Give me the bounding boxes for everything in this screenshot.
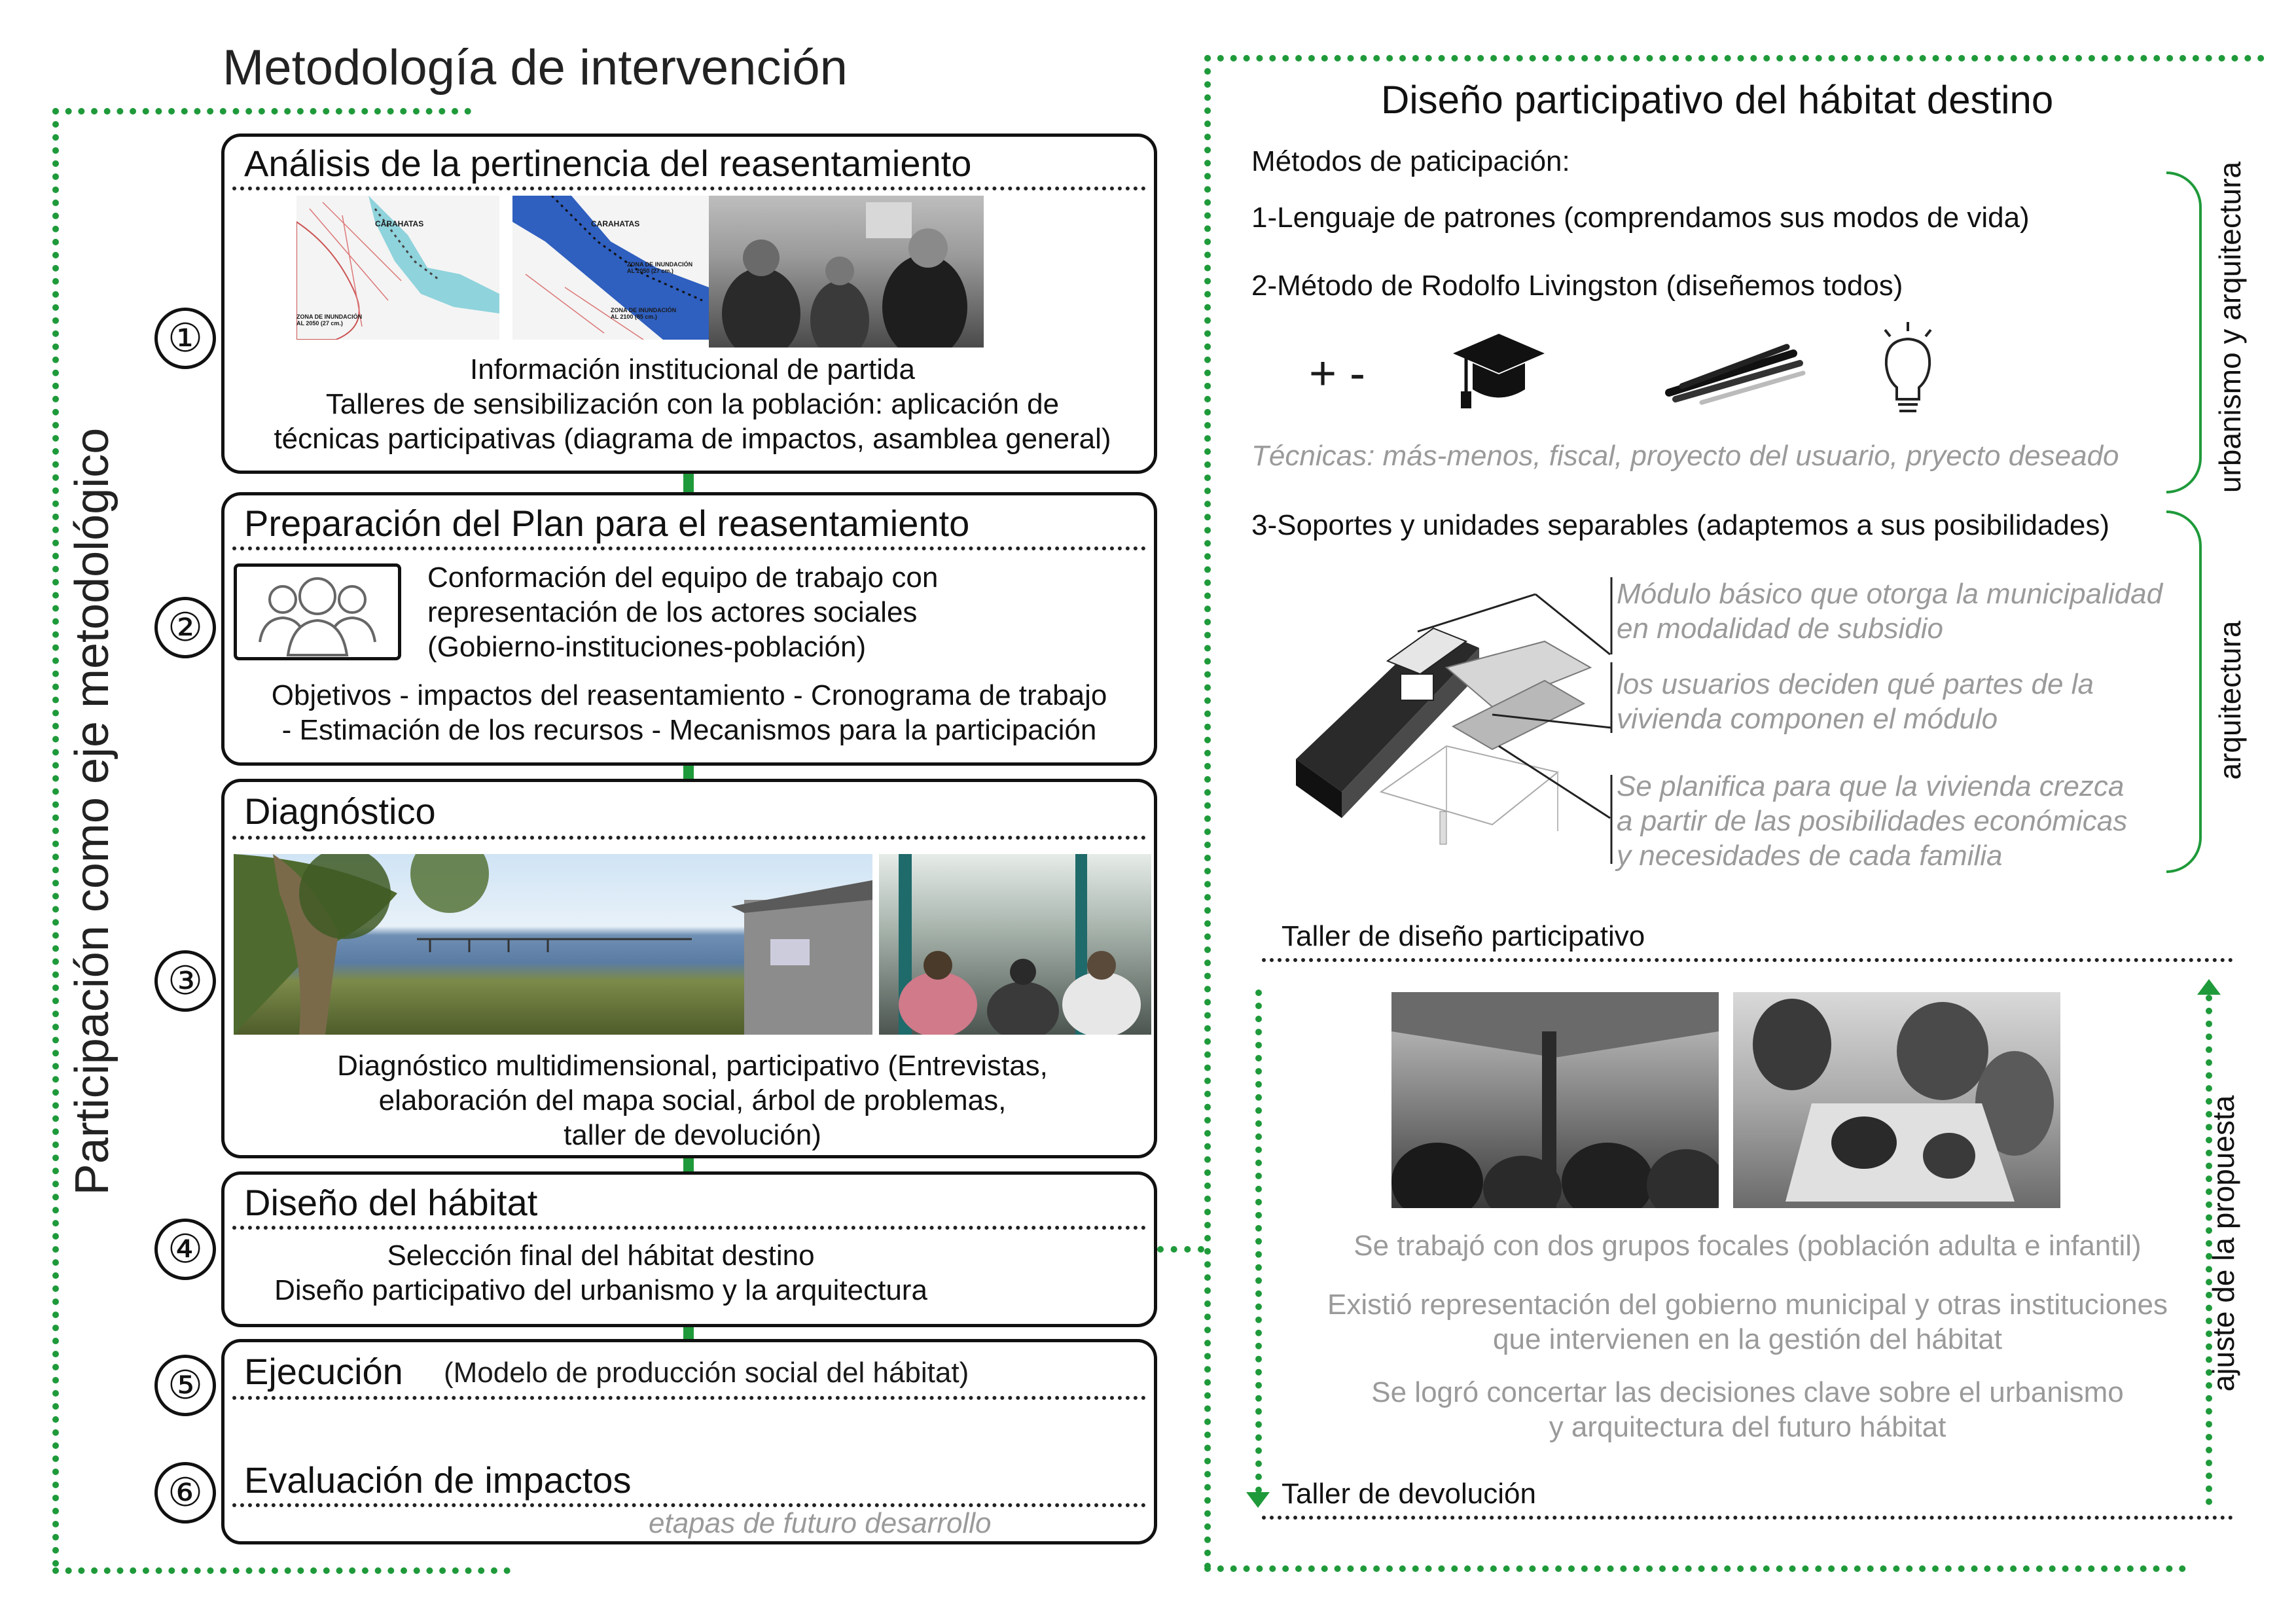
left-vertical-label: Participación como eje metodológico [66, 427, 118, 1196]
stage-2-title: Preparación del Plan para el reasentamiento [244, 503, 970, 544]
workshop-note-2-line-2: que intervienen en la gestión del hábitat [1493, 1323, 2002, 1355]
methods-label: Métodos de paticipación: [1251, 145, 1570, 177]
module-note-2-line-2: vivienda componen el módulo [1617, 702, 1998, 735]
module-note-3 [1617, 770, 2127, 873]
stage-number-4: ④ [154, 1219, 216, 1280]
bracket-2-label: arquitectura [2213, 620, 2247, 780]
stage-2-line-2: - Estimación de los recursos - Mecanismos para la participación [281, 713, 1097, 746]
stage-number-1: ① [154, 308, 216, 369]
stage-3-line-2: elaboración del mapa social, árbol de problemas, [378, 1084, 1007, 1116]
stage-1-line-3: técnicas participativas (diagrama de impactos, asamblea general) [274, 422, 1111, 455]
plus-minus-icon: + - [1309, 348, 1366, 400]
stage-4-line-2: Diseño participativo del urbanismo y la arquitectura [274, 1274, 927, 1306]
stage-3-line-3: taller de devolución) [564, 1118, 821, 1151]
stage-6-title: Evaluación de impactos [244, 1459, 632, 1501]
module-note-1 [1617, 577, 2162, 647]
stage-1-line-2: Talleres de sensibilización con la población: aplicación de [325, 387, 1060, 420]
stage-number-5: ⑤ [154, 1355, 216, 1416]
module-note-2-line-1: los usuarios deciden qué partes de la [1617, 668, 2094, 700]
workshop-note-2 [1262, 1288, 2233, 1357]
down-arrow-line [1255, 990, 1262, 1493]
page-title: Metodología de intervención [223, 40, 848, 96]
stage-4-line-1: Selección final del hábitat destino [387, 1240, 815, 1272]
return-workshop-separator [1262, 1516, 2233, 1520]
stage-number-2: ② [154, 597, 216, 658]
module-note-1-line-2: en modalidad de subsidio [1617, 612, 1944, 645]
stage-1-line-1: Información institucional de partida [470, 353, 915, 385]
photo-children-focus-group [1733, 992, 2060, 1208]
techniques-text: Técnicas: más-menos, fiscal, proyecto del usuario, pryecto deseado [1251, 440, 2119, 472]
photo-adult-focus-group [1391, 992, 1719, 1208]
bracket-1-label: urbanismo y arquitectura [2213, 161, 2247, 493]
stage-5-subtitle: (Modelo de producción social del hábitat) [444, 1357, 969, 1389]
workshop-note-3-line-2: y arquitectura del futuro hábitat [1549, 1410, 1946, 1443]
team-line-3: (Gobierno-instituciones-población) [427, 630, 867, 663]
return-workshop-label: Taller de devolución [1282, 1478, 1536, 1510]
stage-3-line-1: Diagnóstico multidimensional, participativo (Entrevistas, [337, 1050, 1048, 1082]
workshop-separator [1262, 958, 2233, 962]
method-3: 3-Soportes y unidades separables (adaptemos a sus posibilidades) [1251, 509, 2109, 541]
team-line-2: representación de los actores sociales [427, 596, 918, 628]
workshop-title: Taller de diseño participativo [1282, 920, 1645, 952]
method-2: 2-Método de Rodolfo Livingston (diseñemos todos) [1251, 270, 1903, 302]
stage-number-6: ⑥ [154, 1462, 216, 1524]
workshop-note-1-line-1: Se trabajó con dos grupos focales (población adulta e infantil) [1354, 1230, 2142, 1262]
module-note-3-line-3: y necesidades de cada familia [1617, 839, 2003, 872]
map-2-zone-a: ZONA DE INUNDACIÓN AL 2050 (27 cm.) [627, 261, 693, 274]
up-arrow-icon [2197, 979, 2221, 995]
team-line-1: Conformación del equipo de trabajo con [427, 562, 939, 594]
workshop-note-3 [1262, 1376, 2233, 1445]
map-1-zone: ZONA DE INUNDACIÓN AL 2050 (27 cm.) [296, 313, 363, 327]
module-note-3-line-1: Se planifica para que la vivienda crezca [1617, 770, 2125, 802]
workshop-note-2-line-1: Existió representación del gobierno municipal y otras instituciones [1327, 1289, 2168, 1321]
stage-3-title: Diagnóstico [244, 791, 436, 832]
stage-6-note: etapas de futuro desarrollo [649, 1507, 992, 1539]
stage-4-title: Diseño del hábitat [244, 1182, 538, 1223]
workshop-note-3-line-1: Se logró concertar las decisiones clave sobre el urbanismo [1371, 1376, 2124, 1408]
map-2-zone-b: ZONA DE INUNDACIÓN AL 2100 (85 cm.) [611, 307, 677, 320]
module-note-1-line-1: Módulo básico que otorga la municipalidad [1617, 578, 2163, 610]
map-1-label: CARAHATAS [375, 219, 424, 228]
method-1: 1-Lenguaje de patrones (comprendamos sus modos de vida) [1251, 202, 2030, 234]
down-arrow-icon [1246, 1492, 1270, 1508]
right-panel-title: Diseño participativo del hábitat destino [1381, 78, 2054, 122]
module-note-3-line-2: a partir de las posibilidades económicas [1617, 804, 2128, 837]
stage-5-title: Ejecución [244, 1351, 403, 1392]
stage-2-line-1: Objetivos - impactos del reasentamiento - Cronograma de trabajo [271, 679, 1107, 711]
map-2-label: CARAHATAS [591, 219, 640, 228]
stage-1-title: Análisis de la pertinencia del reasentamiento [244, 143, 972, 184]
stage-number-3: ③ [154, 950, 216, 1012]
workshop-note-1 [1262, 1229, 2233, 1264]
adjust-proposal-label: ajuste de la propuesta [2206, 1095, 2240, 1392]
module-note-2 [1617, 668, 2094, 737]
